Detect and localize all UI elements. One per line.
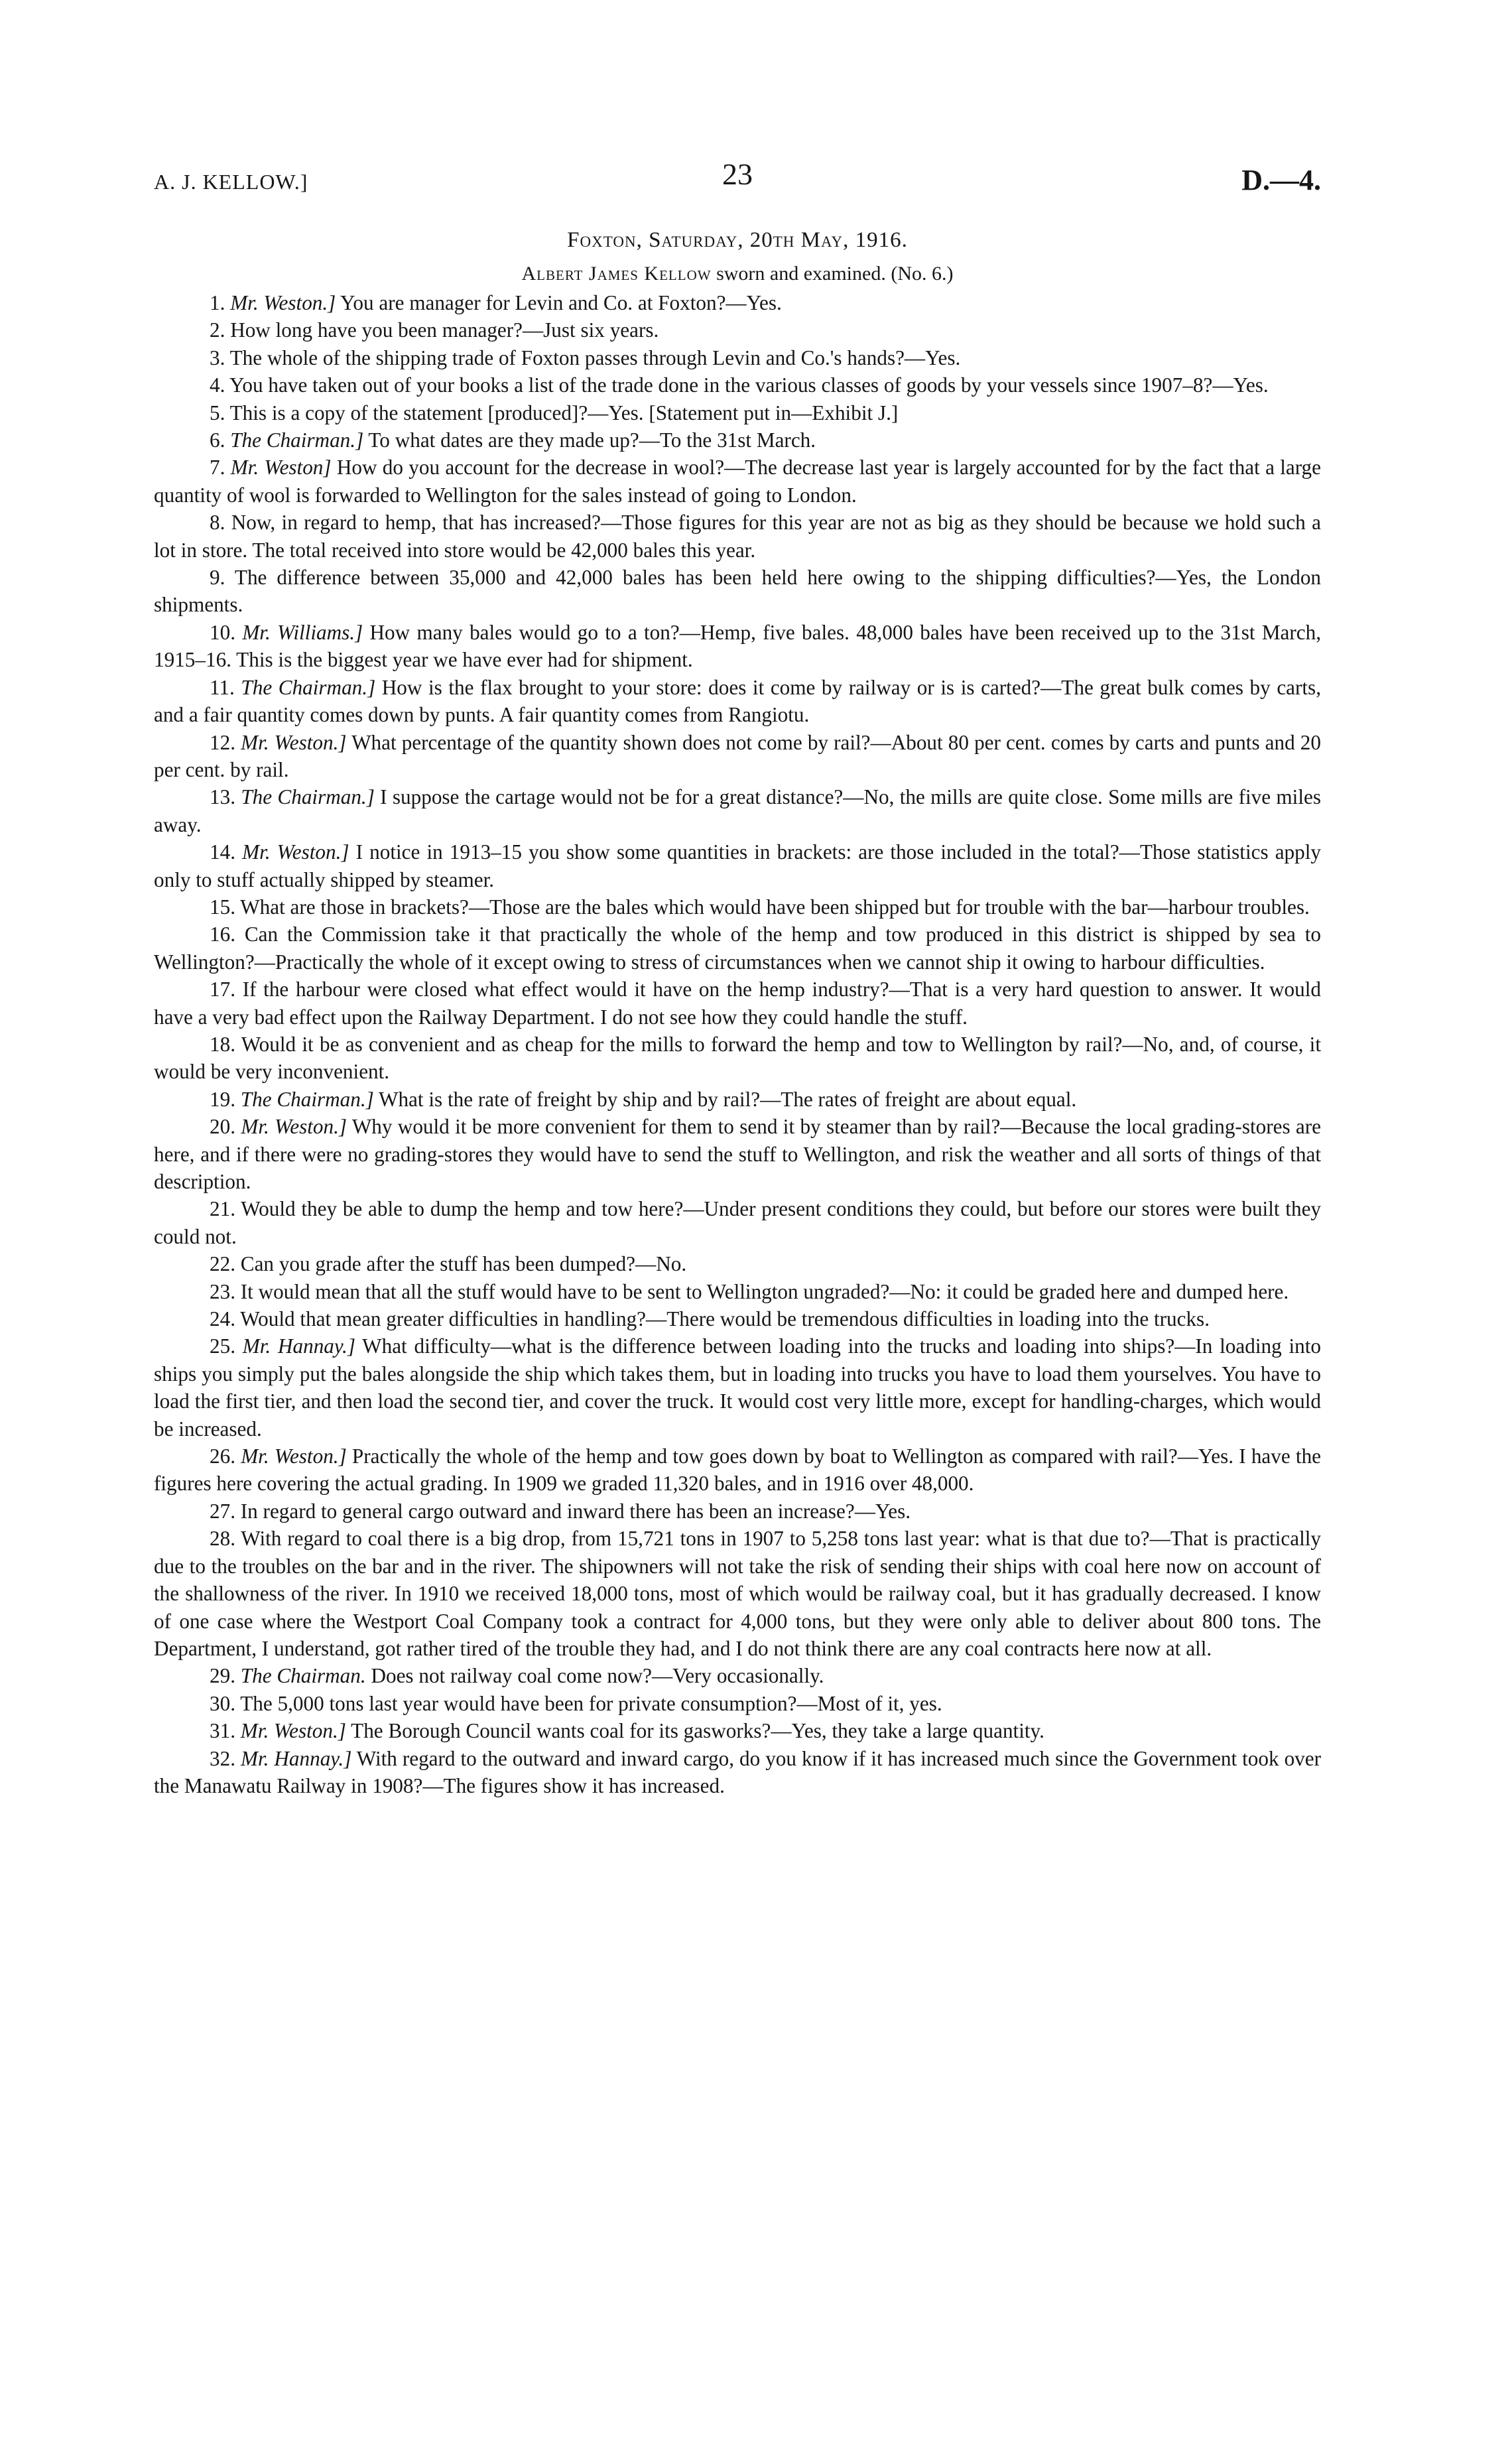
testimony-paragraph (154, 454, 1321, 509)
speaker-label: The Chairman.] (230, 428, 364, 452)
testimony-paragraph (154, 289, 1321, 316)
testimony-text: Now, in regard to hemp, that has increased?—Those figures for this year are not as big as they should be because we hold such a lot in store. The total received into store would be 42,000 bales this year. (154, 511, 1321, 562)
question-number: 6. (210, 428, 225, 452)
testimony-paragraph (154, 316, 1321, 344)
testimony-body (154, 289, 1321, 1799)
testimony-paragraph (154, 1662, 1321, 1689)
testimony-paragraph (154, 619, 1321, 674)
testimony-text: Does not railway coal come now?—Very occasionally. (365, 1664, 824, 1688)
speaker-label: The Chairman. (240, 1664, 366, 1688)
testimony-text: The 5,000 tons last year would have been for private consumption?—Most of it, yes. (240, 1691, 942, 1715)
testimony-paragraph (154, 1717, 1321, 1744)
testimony-paragraph (154, 426, 1321, 454)
testimony-text: Would that mean greater difficulties in handling?—There would be tremendous difficulties in loading into the trucks. (240, 1307, 1210, 1331)
speaker-label: The Chairman.] (241, 675, 376, 699)
testimony-paragraph (154, 399, 1321, 426)
testimony-paragraph (154, 1113, 1321, 1195)
witness-running-head: A. J. KELLOW.] (154, 170, 308, 194)
testimony-paragraph (154, 1195, 1321, 1250)
page-number: 23 (722, 157, 753, 191)
witness-heading (154, 263, 1321, 285)
question-number: 9. (210, 566, 225, 590)
testimony-text: You are manager for Levin and Co. at Foxton?—Yes. (336, 291, 782, 314)
question-number: 7. (210, 456, 225, 480)
testimony-text: Practically the whole of the hemp and tow goes down by boat to Wellington as compared with rail?—Yes. I have the figures here covering the actual grading. In 1909 we graded 11,320 bales, and in 1916 over 48,000. (154, 1445, 1322, 1496)
testimony-paragraph (154, 1278, 1321, 1305)
testimony-text: It would mean that all the stuff would have to be sent to Wellington ungraded?—No: it could be graded here and dumped here. (240, 1279, 1289, 1303)
question-number: 8. (210, 511, 225, 535)
witness-heading-rest: sworn and examined. (No. 6.) (711, 263, 954, 285)
question-number: 14. (210, 840, 235, 864)
testimony-paragraph (154, 371, 1321, 399)
question-number: 29. (210, 1664, 235, 1688)
testimony-text: What are those in brackets?—Those are the bales which would have been shipped but for trouble with the bar—harbour troubles. (240, 895, 1310, 919)
testimony-paragraph (154, 1250, 1321, 1277)
testimony-paragraph (154, 783, 1321, 838)
speaker-label: Mr. Williams.] (242, 620, 363, 644)
testimony-text: In regard to general cargo outward and inward there has been an increase?—Yes. (240, 1499, 911, 1523)
testimony-paragraph (154, 1690, 1321, 1717)
question-number: 28. (210, 1527, 235, 1551)
testimony-paragraph (154, 674, 1321, 729)
speaker-label: The Chairman.] (240, 1087, 374, 1111)
question-number: 2. (210, 318, 225, 342)
question-number: 24. (210, 1307, 235, 1331)
witness-name: Albert James Kellow (521, 263, 712, 285)
testimony-paragraph (154, 1443, 1321, 1498)
question-number: 20. (210, 1115, 235, 1139)
question-number: 31. (210, 1719, 235, 1743)
question-number: 1. (210, 291, 225, 314)
testimony-paragraph (154, 564, 1321, 619)
testimony-paragraph (154, 344, 1321, 371)
testimony-paragraph (154, 976, 1321, 1031)
question-number: 22. (210, 1252, 235, 1276)
testimony-paragraph (154, 1745, 1321, 1800)
question-number: 10. (210, 620, 235, 644)
testimony-paragraph (154, 893, 1321, 921)
testimony-text: What difficulty—what is the difference between loading into the trucks and loading into ships?—In loading into ships you simply put the bales alongside the ship which takes them, but in loading into trucks you have to load them yourselves. You have to load the first tier, and then load the second tier, and cover the truck. It would cost very little more, except for handling-charges, which would be increased. (154, 1334, 1321, 1441)
question-number: 21. (210, 1197, 235, 1221)
testimony-text: With regard to the outward and inward cargo, do you know if it has increased much since the Government took over the Manawatu Railway in 1908?—The figures show it has increased. (154, 1746, 1321, 1797)
document-reference: D.—4. (1241, 164, 1321, 196)
testimony-paragraph (154, 1305, 1321, 1332)
question-number: 26. (210, 1445, 235, 1468)
testimony-text: Why would it be more convenient for them to send it by steamer than by rail?—Because the local grading-stores are here, and if there were no grading-stores they would have to send the stuff to Wellington, and risk the weather and all sorts of things of that description. (154, 1115, 1322, 1193)
speaker-label: Mr. Weston.] (230, 291, 336, 314)
speaker-label: Mr. Weston.] (241, 1445, 347, 1468)
testimony-text: Can you grade after the stuff has been dumped?—No. (240, 1252, 687, 1276)
question-number: 12. (210, 730, 235, 754)
question-number: 32. (210, 1746, 235, 1770)
question-number: 15. (210, 895, 235, 919)
testimony-text: How is the flax brought to your store: does it come by railway or is is carted?—The great bulk comes by carts, and a fair quantity comes down by punts. A fair quantity comes from Rangiotu. (154, 675, 1321, 727)
question-number: 13. (210, 785, 235, 809)
speaker-label: Mr. Hannay.] (242, 1334, 355, 1358)
testimony-text: The whole of the shipping trade of Foxton passes through Levin and Co.'s hands?—Yes. (229, 346, 961, 369)
speaker-label: Mr. Hannay.] (240, 1746, 352, 1770)
speaker-label: The Chairman.] (241, 785, 375, 809)
testimony-text: I notice in 1913–15 you show some quantities in brackets: are those included in the total?—Those statistics apply only to stuff actually shipped by steamer. (154, 840, 1322, 891)
testimony-paragraph (154, 921, 1321, 976)
testimony-paragraph (154, 1332, 1321, 1443)
testimony-paragraph (154, 1525, 1321, 1662)
testimony-text: Can the Commission take it that practically the whole of the hemp and tow produced in this district is shipped by sea to Wellington?—Practically the whole of it except owing to stress of circumstances when we cannot ship it owing to harbour difficulties. (154, 923, 1321, 974)
testimony-text: With regard to coal there is a big drop, from 15,721 tons in 1907 to 5,258 tons last year: what is that due to?—That is practically due to the troubles on the bar and in the river. The shipowners will not take the risk of sending their ships with coal here now on account of the shallowness of the river. In 1910 we received 18,000 tons, most of which would be railway coal, but it has gradually decreased. I know of one case where the Westport Coal Company took a contract for 4,000 tons, but they were only able to deliver about 800 tons. The Department, I understand, got rather tired of the trouble they had, and I do not think there are any coal contracts here now at all. (154, 1527, 1322, 1660)
question-number: 3. (210, 346, 225, 369)
speaker-label: Mr. Weston.] (240, 1719, 346, 1743)
testimony-text: Would it be as convenient and as cheap for the mills to forward the hemp and tow to Wellington by rail?—No, and, of course, it would be very inconvenient. (154, 1032, 1322, 1084)
testimony-text: You have taken out of your books a list of the trade done in the various classes of goods by your vessels since 1907–8?—Yes. (229, 373, 1269, 397)
question-number: 5. (210, 401, 225, 424)
speaker-label: Mr. Weston.] (242, 840, 349, 864)
testimony-text: What percentage of the quantity shown does not come by rail?—About 80 per cent. comes by carts and punts and 20 per cent. by rail. (154, 730, 1321, 781)
session-heading: Foxton, Saturday, 20th May, 1916. (567, 228, 908, 252)
speaker-label: Mr. Weston] (230, 456, 332, 480)
testimony-text: This is a copy of the statement [produced]?—Yes. [Statement put in—Exhibit J.] (229, 401, 899, 424)
testimony-paragraph (154, 509, 1321, 564)
testimony-text: To what dates are they made up?—To the 31st March. (363, 428, 816, 452)
testimony-text: How do you account for the decrease in wool?—The decrease last year is largely accounted for by the fact that a large quantity of wool is forwarded to Wellington for the sales instead of going to London. (154, 456, 1321, 507)
question-number: 25. (210, 1334, 235, 1358)
page-header (154, 154, 1321, 200)
testimony-text: I suppose the cartage would not be for a great distance?—No, the mills are quite close. Some mills are five miles away. (154, 785, 1321, 836)
speaker-label: Mr. Weston.] (241, 730, 347, 754)
testimony-text: How many bales would go to a ton?—Hemp, five bales. 48,000 bales have been received up to the 31st March, 1915–16. This is the biggest year we have ever had for shipment. (154, 620, 1322, 672)
question-number: 19. (210, 1087, 235, 1111)
testimony-paragraph (154, 1498, 1321, 1525)
testimony-text: The difference between 35,000 and 42,000 bales has been held here owing to the shipping difficulties?—Yes, the London shipments. (154, 566, 1322, 617)
question-number: 11. (210, 675, 235, 699)
testimony-text: What is the rate of freight by ship and by rail?—The rates of freight are about equal. (373, 1087, 1077, 1111)
speaker-label: Mr. Weston.] (241, 1115, 347, 1139)
question-number: 30. (210, 1691, 235, 1715)
question-number: 18. (210, 1032, 235, 1056)
question-number: 23. (210, 1279, 235, 1303)
testimony-paragraph (154, 838, 1321, 893)
testimony-paragraph (154, 729, 1321, 784)
testimony-text: If the harbour were closed what effect would it have on the hemp industry?—That is a very hard question to answer. It would have a very bad effect upon the Railway Department. I do not see how they could handle the stuff. (154, 978, 1322, 1029)
testimony-text: The Borough Council wants coal for its gasworks?—Yes, they take a large quantity. (346, 1719, 1044, 1743)
question-number: 17. (210, 978, 235, 1001)
testimony-text: Would they be able to dump the hemp and tow here?—Under present conditions they could, but before our stores were built they could not. (154, 1197, 1322, 1248)
testimony-text: How long have you been manager?—Just six years. (230, 318, 659, 342)
testimony-paragraph (154, 1031, 1321, 1086)
question-number: 4. (210, 373, 225, 397)
question-number: 16. (210, 923, 235, 946)
question-number: 27. (210, 1499, 235, 1523)
testimony-paragraph (154, 1086, 1321, 1113)
